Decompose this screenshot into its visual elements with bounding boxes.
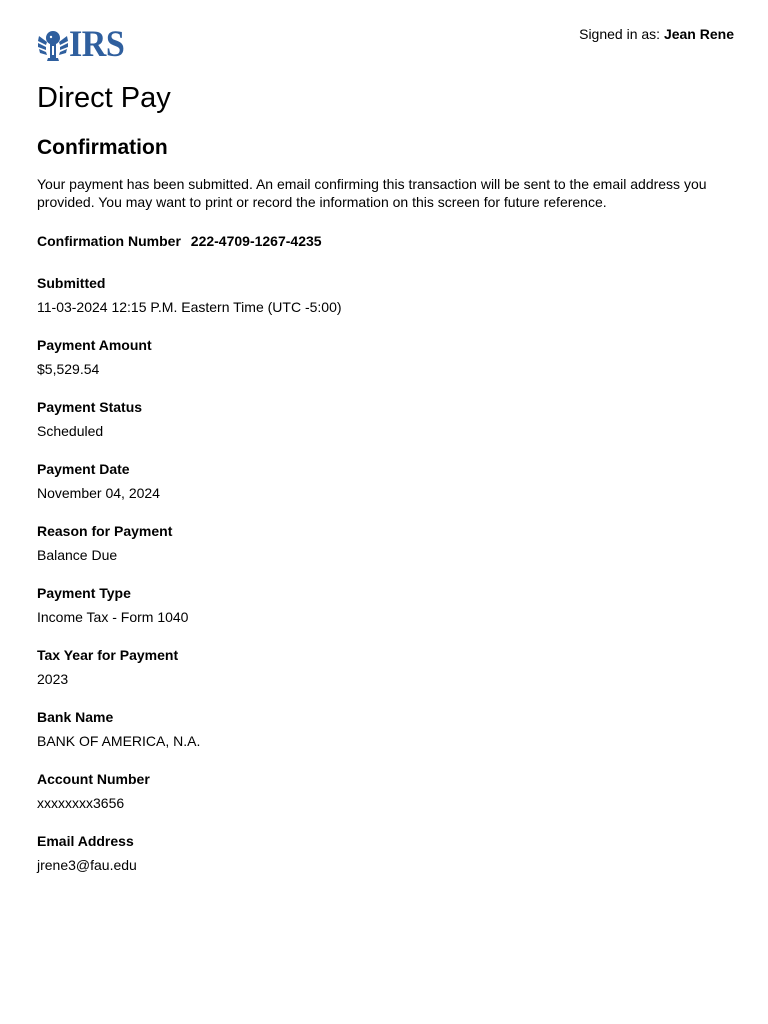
- confirmation-number-value: 222-4709-1267-4235: [190, 233, 322, 249]
- field-label: Email Address: [37, 833, 134, 849]
- field-value: 11-03-2024 12:15 P.M. Eastern Time (UTC -5:00): [37, 299, 342, 315]
- field-payment-type: [37, 584, 727, 646]
- field-tax-year: [37, 646, 727, 708]
- user-name: Jean Rene: [663, 26, 734, 42]
- field-payment-amount: [37, 336, 727, 398]
- field-label: Submitted: [37, 275, 106, 291]
- intro-text: Your payment has been submitted. An email confirming this transaction will be sent to the email address you provided. You may want to print or record the information on this screen for future reference.: [37, 176, 707, 210]
- field-value: jrene3@fau.edu: [37, 857, 137, 873]
- confirmation-number: [37, 232, 322, 250]
- field-label: Payment Status: [37, 399, 143, 415]
- page-title: Direct Pay: [37, 82, 171, 114]
- signed-in-label: Signed in as:: [579, 26, 661, 42]
- page-header: [37, 26, 734, 66]
- payment-details: [37, 274, 727, 894]
- field-label: Payment Type: [37, 585, 131, 601]
- field-bank-name: [37, 708, 727, 770]
- field-reason-for-payment: [37, 522, 727, 584]
- field-account-number: [37, 770, 727, 832]
- section-title: Confirmation: [37, 136, 168, 159]
- field-payment-date: [37, 460, 727, 522]
- field-value: $5,529.54: [37, 361, 100, 377]
- field-value: xxxxxxxx3656: [37, 795, 125, 811]
- signed-in-status: [579, 26, 734, 42]
- confirmation-number-label: Confirmation Number: [37, 233, 181, 249]
- field-label: Bank Name: [37, 709, 114, 725]
- field-label: Account Number: [37, 771, 150, 787]
- field-submitted: [37, 274, 727, 336]
- field-email-address: [37, 832, 727, 894]
- field-value: Scheduled: [37, 423, 104, 439]
- field-label: Payment Amount: [37, 337, 152, 353]
- field-label: Tax Year for Payment: [37, 647, 179, 663]
- eagle-emblem-icon: [37, 28, 69, 62]
- field-label: Payment Date: [37, 461, 130, 477]
- irs-logo-text: IRS: [69, 24, 125, 65]
- field-value: November 04, 2024: [37, 485, 160, 501]
- irs-logo[interactable]: [37, 26, 129, 64]
- field-label: Reason for Payment: [37, 523, 173, 539]
- field-value: BANK OF AMERICA, N.A.: [37, 733, 201, 749]
- field-value: 2023: [37, 671, 69, 687]
- field-value: Income Tax - Form 1040: [37, 609, 189, 625]
- field-value: Balance Due: [37, 547, 118, 563]
- field-payment-status: [37, 398, 727, 460]
